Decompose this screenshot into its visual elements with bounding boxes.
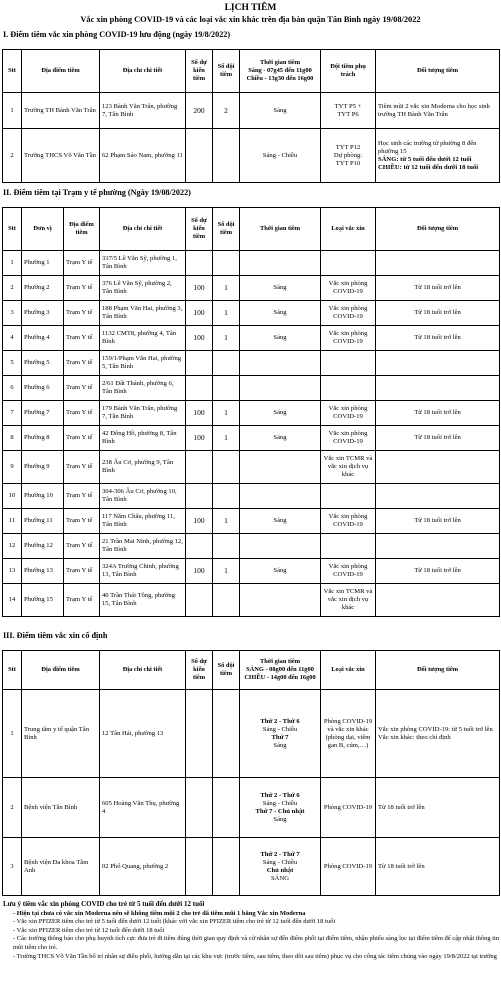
- cell-time: Sáng: [240, 426, 321, 451]
- cell-teams: 1: [213, 559, 240, 584]
- cell-expected: [186, 251, 213, 276]
- cell-target: Từ 18 tuổi trở lên: [376, 559, 500, 584]
- col-teams: Số đội tiêm: [213, 651, 240, 690]
- table-row: [3, 584, 500, 617]
- cell-time: Thứ 2 - Thứ 6 Sáng - Chiều Thứ 7 - Chủ nhật Sáng: [240, 778, 321, 838]
- cell-teams: [213, 534, 240, 559]
- cell-time: [240, 534, 321, 559]
- cell-unit: Phường 4: [22, 326, 64, 351]
- note-item: - Hiện tại chưa có vắc xin Moderna nên sẽ không tiêm mũi 2 cho trẻ đã tiêm mũi 1 bằng Vắc xin Moderna: [13, 909, 306, 917]
- cell-target: Từ 18 tuổi trở lên: [376, 326, 500, 351]
- cell-address: 40 Trần Thái Tông, phường 15, Tân Bình: [100, 584, 186, 617]
- col-target: Đối tượng tiêm: [376, 208, 500, 251]
- col-time: Thời gian tiêm SÁNG - 08g00 đến 11g00 CHIỀU - 14g00 đến 16g00: [240, 651, 321, 690]
- col-time: Thời gian tiêm: [240, 208, 321, 251]
- cell-target: [376, 584, 500, 617]
- table-row: [3, 451, 500, 484]
- cell-address: 42 Đông Hồ, phường 8, Tân Bình: [100, 426, 186, 451]
- cell-target: [376, 351, 500, 376]
- table-row: [3, 534, 500, 559]
- col-stt: Stt: [3, 651, 22, 690]
- cell-vaccine: Vắc xin phòng COVID-19: [321, 301, 376, 326]
- col-expected: Số dự kiến tiêm: [186, 651, 213, 690]
- cell-stt: 8: [3, 426, 22, 451]
- cell-vaccine: Phòng COVID-19 và vắc xin khác (phòng dại, viêm gan B, cúm,…): [321, 690, 376, 778]
- cell-stt: 5: [3, 351, 22, 376]
- cell-target: Từ 18 tuổi trở lên: [376, 301, 500, 326]
- table-row: [3, 301, 500, 326]
- cell-expected: [186, 584, 213, 617]
- col-stt: Stt: [3, 208, 22, 251]
- cell-vaccine: Vắc xin phòng COVID-19: [321, 426, 376, 451]
- cell-place: Bệnh viện Tân Bình: [22, 778, 100, 838]
- table-row: [3, 401, 500, 426]
- cell-stt: 4: [3, 326, 22, 351]
- cell-place: Trạm Y tế: [64, 301, 100, 326]
- cell-time: Sáng: [240, 559, 321, 584]
- col-address: Địa chỉ chi tiết: [100, 208, 186, 251]
- cell-vaccine: [321, 376, 376, 401]
- cell-unit: Phường 13: [22, 559, 64, 584]
- cell-address: 605 Hoàng Văn Thụ, phường 4: [100, 778, 186, 838]
- table-row: [3, 276, 500, 301]
- cell-expected: 100: [186, 509, 213, 534]
- cell-time: Thứ 2 - Thứ 7 Sáng - Chiều Chủ nhật SÁNG: [240, 838, 321, 896]
- cell-vaccine: Phòng COVID-19: [321, 838, 376, 896]
- cell-time: Sáng: [240, 401, 321, 426]
- cell-expected: [186, 690, 213, 778]
- table-row: [3, 376, 500, 401]
- col-stt: Stt: [3, 50, 22, 93]
- cell-unit: Phường 1: [22, 251, 64, 276]
- cell-target: [376, 251, 500, 276]
- table-row: 1 Trường TH Bành Văn Trân 123 Bành Văn Trân, phường 7, Tân Bình 200 2 Sáng TYT P5 + TYT P6 Tiêm mũi 2 vắc xin Moderna cho học sinh trường TH Bành Văn Trân: [3, 93, 500, 129]
- table-row: [3, 326, 500, 351]
- cell-expected: [186, 778, 213, 838]
- cell-place: Trạm Y tế: [64, 509, 100, 534]
- note-item: - Trường THCS Võ Văn Tần bố trí nhân sự điều phối, hướng dẫn tại các khu vực (trước tiêm, sau tiêm, theo dõi sau tiêm) phục vụ cho công tác tiêm chủng vào ngày 19/8/2022 tại trường: [13, 952, 497, 960]
- table-row: [3, 426, 500, 451]
- cell-expected: [186, 534, 213, 559]
- cell-stt: 6: [3, 376, 22, 401]
- cell-expected: [186, 451, 213, 484]
- table-header-row: [3, 50, 500, 93]
- table-row: [3, 559, 500, 584]
- cell-target: Từ 18 tuổi trở lên: [376, 509, 500, 534]
- cell-address: 179 Bành Văn Trân, phường 7, Tân Bình: [100, 401, 186, 426]
- cell-vaccine: [321, 351, 376, 376]
- cell-expected: 100: [186, 326, 213, 351]
- cell-place: Trung tâm y tế quận Tân Bình: [22, 690, 100, 778]
- table-row: [3, 509, 500, 534]
- cell-expected: 100: [186, 276, 213, 301]
- cell-time: [240, 451, 321, 484]
- cell-target: [376, 534, 500, 559]
- cell-vaccine: [321, 484, 376, 509]
- cell-time: [240, 484, 321, 509]
- mobile-sites-table: [2, 49, 500, 183]
- cell-address: 337/5 Lê Văn Sỹ, phường 1, Tân Bình: [100, 251, 186, 276]
- cell-unit: Phường 6: [22, 376, 64, 401]
- cell-unit: Phường 12: [22, 534, 64, 559]
- cell-vaccine: Vắc xin TCMR và vắc xin dịch vụ khác: [321, 451, 376, 484]
- cell-stt: 2: [3, 276, 22, 301]
- cell-vaccine: Vắc xin phòng COVID-19: [321, 401, 376, 426]
- cell-expected: [186, 484, 213, 509]
- cell-place: Trạm Y tế: [64, 401, 100, 426]
- cell-teams: 1: [213, 301, 240, 326]
- col-team-resp: Đội tiêm phụ trách: [321, 50, 376, 93]
- cell-target: [376, 484, 500, 509]
- cell-address: 188 Phạm Văn Hai, phường 3, Tân Bình: [100, 301, 186, 326]
- cell-vaccine: Vắc xin phòng COVID-19: [321, 509, 376, 534]
- section-3-title: III. Điểm tiêm vắc xin cố định: [3, 631, 108, 640]
- cell-place: Trạm Y tế: [64, 559, 100, 584]
- cell-place: Trạm Y tế: [64, 251, 100, 276]
- cell-vaccine: Vắc xin TCMR và vắc xin dịch vụ khác: [321, 584, 376, 617]
- cell-expected: 100: [186, 426, 213, 451]
- col-target: Đối tượng tiêm: [376, 50, 500, 93]
- fixed-sites-table: [2, 650, 500, 896]
- col-teams: Số đội tiêm: [213, 50, 240, 93]
- cell-target: Từ 18 tuổi trở lên: [376, 426, 500, 451]
- note-item: - Vắc xin PFIZER tiêm cho trẻ từ 5 tuổi đến dưới 12 tuổi (khác với vắc xin PFIZER tiêm cho trẻ từ 12 tuổi đến dưới 18 tuổi: [13, 918, 336, 926]
- cell-teams: [213, 251, 240, 276]
- table-row: [3, 351, 500, 376]
- section-1-title: I. Điểm tiêm vắc xin phòng COVID-19 lưu động (ngày 19/8/2022): [3, 30, 231, 39]
- col-place: Địa điểm tiêm: [22, 50, 100, 93]
- cell-expected: [186, 351, 213, 376]
- cell-teams: [213, 778, 240, 838]
- cell-unit: Phường 2: [22, 276, 64, 301]
- cell-unit: Phường 10: [22, 484, 64, 509]
- cell-stt: 11: [3, 509, 22, 534]
- cell-teams: [213, 690, 240, 778]
- cell-target: Từ 18 tuổi trở lên: [376, 778, 500, 838]
- cell-unit: Phường 11: [22, 509, 64, 534]
- cell-stt: 1: [3, 251, 22, 276]
- cell-stt: 13: [3, 559, 22, 584]
- cell-vaccine: Vắc xin phòng COVID-19: [321, 276, 376, 301]
- col-vaccine: Loại vắc xin: [321, 208, 376, 251]
- table-row: [3, 838, 500, 896]
- table-header-row: [3, 208, 500, 251]
- cell-stt: 3: [3, 301, 22, 326]
- cell-unit: Phường 5: [22, 351, 64, 376]
- cell-teams: 1: [213, 276, 240, 301]
- ward-stations-table: [2, 207, 500, 617]
- cell-teams: 1: [213, 426, 240, 451]
- cell-stt: 2: [3, 778, 22, 838]
- cell-place: Trạm Y tế: [64, 351, 100, 376]
- table-row: [3, 778, 500, 838]
- cell-target: [376, 376, 500, 401]
- section-2-title: II. Điểm tiêm tại Trạm y tế phường (Ngày 19/08/2022): [3, 188, 191, 197]
- table-header-row: [3, 651, 500, 690]
- cell-teams: 1: [213, 509, 240, 534]
- table-row: [3, 484, 500, 509]
- cell-address: 159/1/Phạm Văn Hai, phường 5, Tân Bình: [100, 351, 186, 376]
- cell-vaccine: [321, 251, 376, 276]
- cell-teams: [213, 584, 240, 617]
- table-row: [3, 251, 500, 276]
- cell-expected: 100: [186, 559, 213, 584]
- cell-target: Vắc xin phòng COVID-19: từ 5 tuổi trở lên Vắc xin khác: theo chỉ định: [376, 690, 500, 778]
- notes-title: Lưu ý tiêm vắc xin phòng COVID cho trẻ từ 5 tuổi đến dưới 12 tuổi: [3, 900, 205, 908]
- cell-expected: 100: [186, 301, 213, 326]
- cell-vaccine: Vắc xin phòng COVID-19: [321, 326, 376, 351]
- cell-time: Sáng: [240, 301, 321, 326]
- cell-place: Trạm Y tế: [64, 451, 100, 484]
- notes-block: [0, 900, 501, 961]
- col-place: Địa điểm tiêm: [22, 651, 100, 690]
- col-address: Địa chỉ chi tiết: [100, 50, 186, 93]
- cell-stt: 14: [3, 584, 22, 617]
- cell-vaccine: Phòng COVID-19: [321, 778, 376, 838]
- cell-place: Trạm Y tế: [64, 326, 100, 351]
- cell-teams: 1: [213, 326, 240, 351]
- cell-unit: Phường 15: [22, 584, 64, 617]
- cell-stt: 3: [3, 838, 22, 896]
- note-item: - Vắc xin PFIZER tiêm cho trẻ từ 12 tuổi đến dưới 18 tuổi: [13, 926, 165, 934]
- cell-stt: 1: [3, 690, 22, 778]
- cell-address: 238 Âu Cơ, phường 9, Tân Bình: [100, 451, 186, 484]
- cell-place: Trạm Y tế: [64, 376, 100, 401]
- cell-target: Từ 18 tuổi trở lên: [376, 838, 500, 896]
- cell-address: 117 Năm Châu, phường 11, Tân Bình: [100, 509, 186, 534]
- cell-vaccine: Vắc xin phòng COVID-19: [321, 559, 376, 584]
- cell-time: Thứ 2 - Thứ 6 Sáng - Chiều Thứ 7 Sáng: [240, 690, 321, 778]
- cell-teams: [213, 351, 240, 376]
- cell-place: Trạm Y tế: [64, 484, 100, 509]
- cell-address: 304-306 Âu Cơ, phường 10, Tân Bình: [100, 484, 186, 509]
- cell-target: Từ 18 tuổi trở lên: [376, 401, 500, 426]
- cell-address: 21 Trần Mai Ninh, phường 12, Tân Bình: [100, 534, 186, 559]
- cell-place: Trạm Y tế: [64, 426, 100, 451]
- cell-teams: [213, 484, 240, 509]
- cell-vaccine: [321, 534, 376, 559]
- cell-address: 1132 CMT8, phường 4, Tân Bình: [100, 326, 186, 351]
- cell-stt: 7: [3, 401, 22, 426]
- cell-time: [240, 376, 321, 401]
- cell-teams: [213, 838, 240, 896]
- note-item: - Các trường thông báo cho phụ huynh tích cực đưa trẻ đi tiêm đúng thời gian quy định và cử nhân sự đến điểm phối tại điểm tiêm, nhận phiếu sàng lọc tại điểm tiêm để cập nhật thông tin mũi tiêm cho trẻ.: [13, 935, 500, 951]
- cell-expected: [186, 376, 213, 401]
- col-place: Địa điểm tiêm: [64, 208, 100, 251]
- cell-place: Trạm Y tế: [64, 584, 100, 617]
- cell-stt: 12: [3, 534, 22, 559]
- col-expected: Số dự kiến tiêm: [186, 208, 213, 251]
- cell-teams: 1: [213, 401, 240, 426]
- cell-teams: [213, 451, 240, 484]
- col-time: Thời gian tiêm Sáng - 07g45 đến 11g00 Chiều - 13g30 đến 16g00: [240, 50, 321, 93]
- cell-expected: 100: [186, 401, 213, 426]
- cell-teams: [213, 376, 240, 401]
- table-row: [3, 690, 500, 778]
- cell-address: 2/61 Đất Thánh, phường 6, Tân Bình: [100, 376, 186, 401]
- cell-target: Từ 18 tuổi trở lên: [376, 276, 500, 301]
- table-row: 2 Trường THCS Võ Văn Tần 62 Phạm Sáo Nam, phường 11 Sáng - Chiều TYT P12 Dự phòng: TYT P10 Học sinh các trường từ phường 8 đến phường 15 SÁNG: từ 5 tuổi đến dưới 12 tuổi CHIỀU: từ 12 tuổi đến dưới 18 tuổi: [3, 129, 500, 183]
- cell-time: [240, 251, 321, 276]
- col-teams: Số đội tiêm: [213, 208, 240, 251]
- col-unit: Đơn vị: [22, 208, 64, 251]
- page-title: LỊCH TIÊM: [224, 3, 277, 13]
- cell-time: [240, 351, 321, 376]
- cell-time: Sáng: [240, 509, 321, 534]
- cell-address: 324A Trường Chinh, phường 13, Tân Bình: [100, 559, 186, 584]
- col-vaccine: Loại vắc xin: [321, 651, 376, 690]
- cell-stt: 10: [3, 484, 22, 509]
- col-target: Đối tượng tiêm: [376, 651, 500, 690]
- cell-time: Sáng: [240, 276, 321, 301]
- cell-address: 376 Lê Văn Sỹ, phường 2, Tân Bình: [100, 276, 186, 301]
- cell-place: Trạm Y tế: [64, 276, 100, 301]
- cell-unit: Phường 9: [22, 451, 64, 484]
- col-address: Địa chỉ chi tiết: [100, 651, 186, 690]
- cell-place: Trạm Y tế: [64, 534, 100, 559]
- cell-unit: Phường 3: [22, 301, 64, 326]
- col-expected: Số dự kiến tiêm: [186, 50, 213, 93]
- cell-stt: 9: [3, 451, 22, 484]
- cell-time: [240, 584, 321, 617]
- cell-address: 12 Tân Hải, phường 13: [100, 690, 186, 778]
- cell-unit: Phường 8: [22, 426, 64, 451]
- cell-address: 02 Phổ Quang, phường 2: [100, 838, 186, 896]
- cell-expected: [186, 838, 213, 896]
- cell-place: Bệnh viện Đa khoa Tâm Anh: [22, 838, 100, 896]
- page-subtitle: Vắc xin phòng COVID-19 và các loại vắc xin khác trên địa bàn quận Tân Bình ngày 19/08/2022: [80, 15, 421, 24]
- cell-time: Sáng: [240, 326, 321, 351]
- cell-target: [376, 451, 500, 484]
- cell-unit: Phường 7: [22, 401, 64, 426]
